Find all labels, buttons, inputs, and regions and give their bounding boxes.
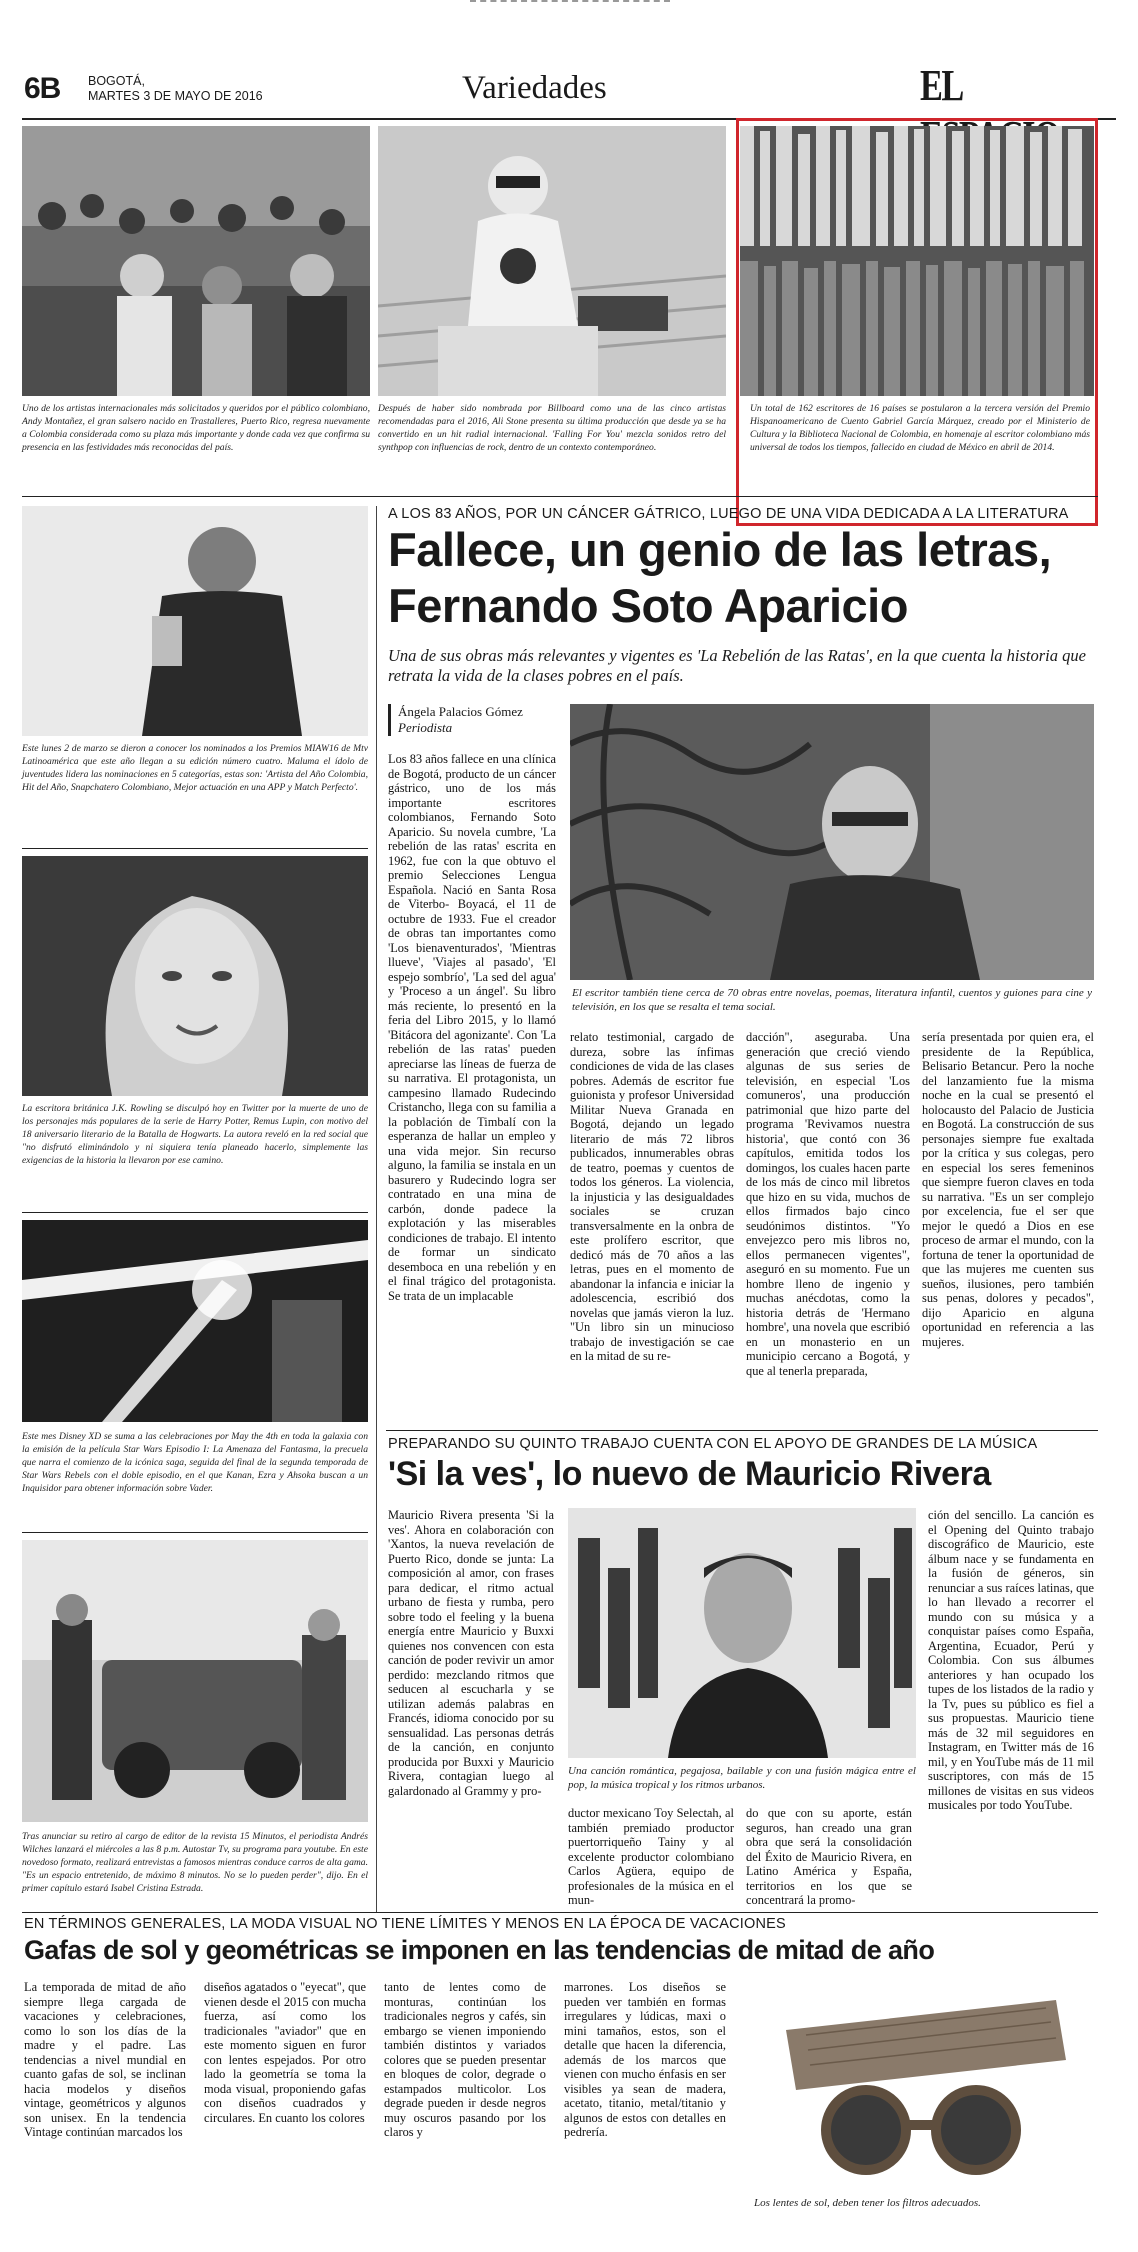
dateline-date: MARTES 3 DE MAYO DE 2016 xyxy=(88,89,263,103)
caption-soto-aparicio: El escritor también tiene cerca de 70 obras entre novelas, poemas, literatura infantil, cuentos y guiones para cine y televisión, en los que se resalta el tema social. xyxy=(572,987,1092,1013)
photo-andy-montanez xyxy=(22,126,370,396)
caption-sunglasses: Los lentes de sol, deben tener los filtros adecuados. xyxy=(754,2197,981,2209)
article1-deck: Una de sus obras más relevantes y vigentes es 'La Rebelión de las Ratas', en la que cuenta la historia que retrata la vida de la clases pobres en el país. xyxy=(388,646,1086,685)
photo-sunglasses xyxy=(746,1990,1094,2190)
article1-column-2: relato testimonial, cargado de dureza, sobre las ínfimas condiciones de vida de las clases pobres. Además de escritor fue guionista y profesor Universidad Militar Nueva Granada en Bogotá, dejando un legado literario de más 72 libros publicados, innumerables obras de teatro, poemas y cuentos de todos los géneros. La violencia, la injusticia y las desigualdades sociales se cruzan transversalmente en la onbra de este prolífero escritor, que dedicó más de 70 años a las letras, pues en el momento de abandonar la infancia e iniciar la adolescencia, escribió dos novelas que jamás vieron la luz. "Un libro sin un minucioso trabajo de investigación se cae en la mitad de su re- xyxy=(570,1030,734,1363)
dateline xyxy=(88,74,263,104)
caption-andy-montanez: Uno de los artistas internacionales más solicitados y queridos por el público colombiano, Andy Montañez, el gran salsero nacido en Trastalleres, Puerto Rico, regresa nuevamente a Colombia considerada como su plaza más importante y donde cada vez que confirma su presencia en las festividades más reconocidas del país. xyxy=(22,403,370,453)
photo-soto-aparicio xyxy=(570,704,1094,980)
top-scan-mark xyxy=(470,0,670,8)
photo-jk-rowling xyxy=(22,856,368,1096)
article1-byline xyxy=(388,704,558,736)
highlight-box xyxy=(736,118,1098,526)
article3-column-3: tanto de lentes como de monturas, continúan los tradicionales negros y cafés, sin embargo se vienen imponiendo también distintos y variados colores que se pueden presentar en bloques de color, degrade o estampados multicolor. Los degrade pueden ir desde negros muy oscuros pasando por los claros y xyxy=(384,1980,546,2139)
article3-headline: Gafas de sol y geométricas se imponen en las tendencias de mitad de año xyxy=(24,1935,935,1965)
article1-author: Ángela Palacios Gómez xyxy=(398,704,523,719)
photo-mauricio-rivera xyxy=(568,1508,916,1758)
sidebar-rule-2 xyxy=(22,1212,368,1213)
caption-books: Un total de 162 escritores de 16 países se postularon a la tercera versión del Premio Hispanoamericano de Cuento Gabriel García Márquez, creado por el Ministerio de Cultura y la Biblioteca Nacional de Colombia, en homenaje al escritor colombiano más universal de todos los tiempos, fallecido en ciudad de México en abril de 2014. xyxy=(750,403,1090,453)
article2-kicker: PREPARANDO SU QUINTO TRABAJO CUENTA CON EL APOYO DE GRANDES DE LA MÚSICA xyxy=(388,1436,1038,1452)
article1-author-role: Periodista xyxy=(398,720,453,735)
caption-ali-stone: Después de haber sido nombrada por Billboard como una de las cinco artistas recomendadas para el 2016, Ali Stone presenta su última producción que desde ya se ha convertido en un hit radial internacional. 'Falling For You' mezcla sonidos retro del synthpop con influencias de rock, dentro de un contexto contemporáneo. xyxy=(378,403,726,453)
photo-andres-wilches xyxy=(22,1540,368,1822)
caption-star-wars: Este mes Disney XD se suma a las celebraciones por May the 4th en toda la galaxia con la emisión de la película Star Wars Episodio I: La Amenaza del Fantasma, la precuela que narra el comienzo de la icónica saga, seguida del final de la segunda temporada de Star Wars Rebels con el doble episodio, en el que Kanan, Ezra y Ahsoka buscan a un Inquisidor para obtener información sobre Vader. xyxy=(22,1431,368,1494)
article3-column-4: marrones. Los diseños se pueden ver también en formas irregulares y lúdicas, maxi o mini tamaños, estos, son el detalle que hacen la diferencia, además de los marcos que vienen con mucho énfasis en ser visibles ya sean de madera, acetato, titanio, metal/titanio y algunos de estos con detalles en pedrería. xyxy=(564,1980,726,2139)
photo-star-wars xyxy=(22,1220,368,1422)
page-number: 6B xyxy=(24,72,61,105)
article3-column-2: diseños agatados o "eyecat", que vienen desde el 2015 con mucha fuerza, así como los tradicionales "aviador" que en este momento siguen en furor con lentes espejados. Por otro lado la geometría se toma la moda visual, proponiendo gafas con diseños cuadrados y circulares. En cuanto los colores xyxy=(204,1980,366,2125)
caption-andres-wilches: Tras anunciar su retiro al cargo de editor de la revista 15 Minutos, el periodista Andrés Wilches lanzará el miércoles a las 8 p.m. Autostar Tv, su programa para youtube. En este novedoso formato, realizará entrevistas a famosos mientras conduce carros de alta gama. "Es un espacio entretenido, de máximo 8 minutos. No se lo pueden perder", dijo. En el primer capítulo estará Isabel Cristina Estrada. xyxy=(22,1831,368,1894)
caption-mauricio-rivera: Una canción romántica, pegajosa, bailable y con una fusión mágica entre el pop, la música tropical y los ritmos urbanos. xyxy=(568,1765,916,1791)
dateline-city: BOGOTÁ, xyxy=(88,74,145,88)
caption-jk-rowling: La escritora británica J.K. Rowling se disculpó hoy en Twitter por la muerte de uno de los personajes más populares de la serie de Harry Potter, Remus Lupin, con motivo del 18 aniversario literario de la Batalla de Hogwarts. La autora reveló en la red social que "no disfrutó eliminándolo y ni siquiera tenía planeado hacerlo, simplemente las exigencias de la historia la llevaron por ese camino. xyxy=(22,1103,368,1166)
article1-column-1: Los 83 años fallece en una clínica de Bogotá, producto de un cáncer gástrico, uno de los más importante escritores colombianos, Fernando Soto Aparicio. Su novela cumbre, 'La rebelión de las ratas' escrita en 1962, fue con la que obtuvo el premio Selecciones Lengua Española. Nació en Santa Rosa de Viterbo- Boyacá, el 11 de octubre de 1933. Fue el creador de obras tan importantes como 'Los bienaventurados', 'Mientras llueve', 'Viajes al pasado', 'El espejo sombrío', 'La sed del agua' y 'Proceso a un ángel'. Su libro más reciente, lo presentó en la feria del Libro 2015, y lo llamó 'Bitácora del agonizante'. Con 'La rebelión de las ratas' pueden apreciarse las líneas de fuerza de su narrativa. El protagonista, un campesino llamado Rudecindo Cristancho, llega con su familia a la población de Timbalí con la esperanza de hallar un empleo y una vida mejor. Sin recurso alguno, la familia se instala en un basurero y Rudecindo logra ser contratado en una mina de carbón, donde padece la explotación y las miserables condiciones de trabajo. El intento de formar un sindicato desemboca en una rebelión y en el final trágico del protagonista. Se trata de un implacable xyxy=(388,752,556,1303)
caption-maluma: Este lunes 2 de marzo se dieron a conocer los nominados a los Premios MIAW16 de Mtv Latinoamérica que este año llegan a su edición número cuatro. Maluma el ídolo de juventudes lidera las nominaciones en 5 categorías, estas son: 'Artista del Año Colombia, Hit del Año, Snapchatero Colombiano, Mejor actuación en una APP y Match Perfecto'. xyxy=(22,743,368,793)
photo-maluma xyxy=(22,506,368,736)
article1-headline-line1: Fallece, un genio de las letras, xyxy=(388,523,1052,576)
top-section-rule xyxy=(22,496,1098,497)
article2-column-3: do que con su aporte, están seguros, han creado una gran obra que será la consolidación del Éxito de Mauricio Rivera, en Latino América y España, territorios en los que se concentrará la promo- xyxy=(746,1806,912,1907)
article1-kicker: A LOS 83 AÑOS, POR UN CÁNCER GÁTRICO, LUEGO DE UNA VIDA DEDICADA A LA LITERATURA xyxy=(388,506,1069,522)
section-title: Variedades xyxy=(462,70,607,106)
article2-column-4: ción del sencillo. La canción es el Opening del Quinto trabajo discográfico de Mauricio, este álbum nace y se fundamenta en la fusión de géneros, sin renunciar a sus raíces latinas, que lo han llevado a recorrer el mundo con su música y a conquistar países como España, Argentina, Ecuador, Perú y Colombia. Con sus álbumes anteriores y han ocupado los tupes de los listados de la radio y la Tv, pues su público es fiel a sus propuestas. Mauricio tiene más de 32 mil seguidores en Instagram, en Twitter más de 16 mil, y en YouTube más de 11 mil suscriptores, con más de 15 millones de visitas en sus videos musicales por todo YouTube. xyxy=(928,1508,1094,1812)
article2-column-1: Mauricio Rivera presenta 'Si la ves'. Ahora en colaboración con 'Xantos, la nueva revelación de Puerto Rico, donde se junta: La composición al amor, con frases para dedicar, el ritmo actual urbano de fiesta y rumba, pero sobre todo el feeling y la buena energía entre Mauricio y Buxxi quienes nos convencen con esta canción de poder revivir un amor perdido: mezclando ritmos que seducen al escucharla y se utilizan además palabras en Francés, idioma conocido por su sensualidad. Las personas detrás de la canción, en conjunto producida por Buxxi y Mauricio Rivera, contagian luego al galardonado al Grammy y pro- xyxy=(388,1508,554,1798)
article3-column-1: La temporada de mitad de año siempre llega cargada de vacaciones y celebraciones, como lo son los días de la madre y el padre. Las tendencias a nivel mundial en cuanto gafas de sol, se inclinan hacia modelos y diseños vintage, geométricos y algunos son unisex. En la tendencia Vintage continúan marcados los xyxy=(24,1980,186,2139)
article3-kicker: EN TÉRMINOS GENERALES, LA MODA VISUAL NO TIENE LÍMITES Y MENOS EN LA ÉPOCA DE VACACIONES xyxy=(24,1916,786,1932)
article1-column-4: sería presentada por quien era, el presidente de la República, Belisario Betancur. Pero la noche del lanzamiento fue la misma noche en la cual se presentó el holocausto del Palacio de Justicia en Bogotá. La construcción de sus personajes siempre fue exaltada por la crítica y sus colegas, pero en especial los seres femeninos que siempre fueron claves en toda su narrativa. "Es un ser complejo por excelencia, fue el ser que mejor le quedó a Dios en ese proceso de armar el mundo, con la fortuna de tener la oportunidad de que las mujeres me cuenten sus sueños, ilusiones, pero también sus penas, dolores y pecados", dijo Aparicio en alguna oportunidad en referencia a las mujeres. xyxy=(922,1030,1094,1349)
article2-end-rule xyxy=(22,1912,1098,1913)
sidebar-rule-1 xyxy=(22,848,368,849)
sidebar-divider xyxy=(376,506,377,1912)
article1-headline-line2: Fernando Soto Aparicio xyxy=(388,579,908,632)
article1-headline xyxy=(388,522,1108,634)
sidebar-rule-3 xyxy=(22,1532,368,1533)
article1-end-rule xyxy=(386,1430,1098,1431)
photo-ali-stone xyxy=(378,126,726,396)
article1-column-3: dacción", aseguraba. Una generación que creció viendo algunas de sus series de televisión, en especial 'Los comuneros', una producción patrimonial que hizo parte del programa 'Revivamos nuestra historia', que contó con 36 capítulos, emitida todos los domingos, los cuales hacen parte de los más de cinco mil libretos que hizo en su vida, muchos de ellos firmados bajo cinco seudónimos distintos. "Yo envejezco pero mis libros no, ellos permanecen vigentes", aseguró en su momento. Fue un hombre lleno de ingenio y muchas anécdotas, como la historia detrás de 'Hermano hombre', una novela que escribió en un monasterio en un municipio cercano a Bogotá, y que al tenerla preparada, xyxy=(746,1030,910,1378)
article2-column-2: ductor mexicano Toy Selectah, al también premiado productor puertorriqueño Tainy y al excelente productor colombiano Carlos Agüera, equipo de profesionales de la música en el mun- xyxy=(568,1806,734,1907)
masthead-logo: EL xyxy=(920,61,961,110)
article2-headline: 'Si la ves', lo nuevo de Mauricio Rivera xyxy=(388,1455,991,1493)
